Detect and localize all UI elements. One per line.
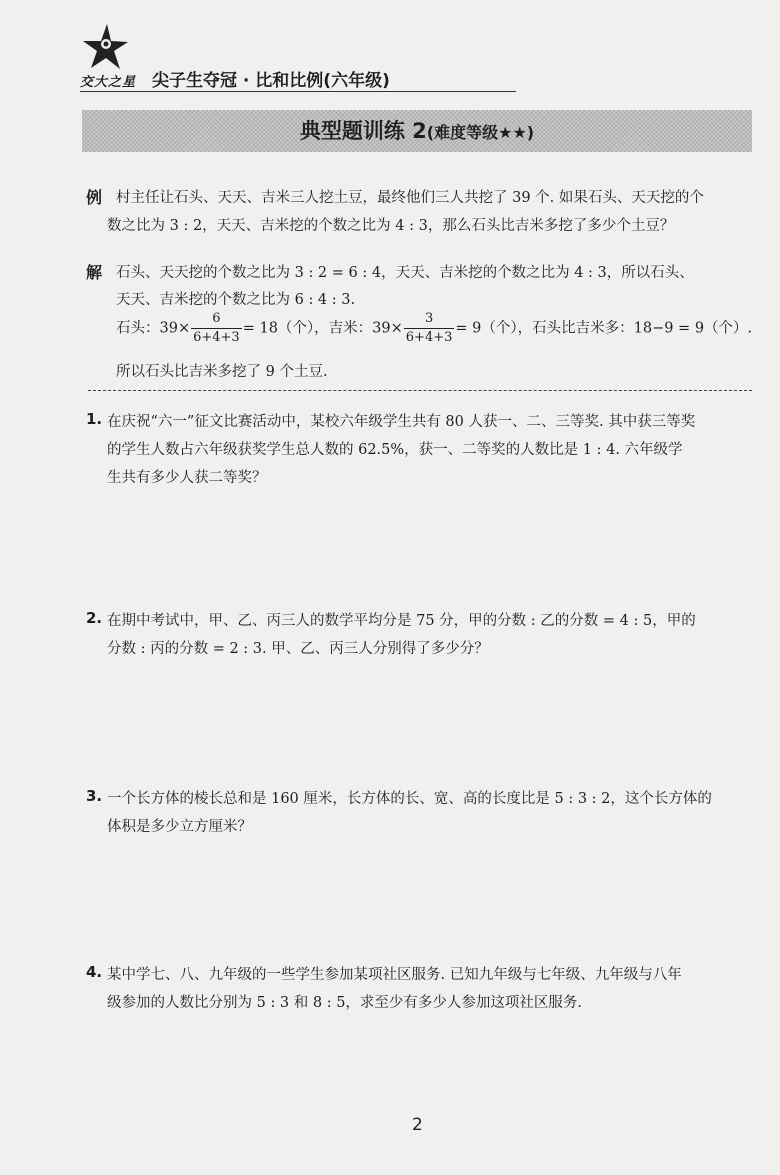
example-label: 例 [86, 188, 103, 207]
problem-number: 1. [86, 410, 103, 428]
calc-a-result: = 18（个），吉米：39× [242, 320, 403, 337]
problem-line: 级参加的人数比分别为 5 : 3 和 8 : 5，求至少有多少人参加这项社区服务. [107, 995, 583, 1011]
fraction-denominator: 6+4+3 [405, 330, 453, 345]
solution-label: 解 [86, 263, 103, 282]
fraction [191, 310, 242, 347]
section-divider [88, 390, 752, 391]
problem-line: 一个长方体的棱长总和是 160 厘米，长方体的长、宽、高的长度比是 5 : 3 : 2，这个长方体的 [107, 791, 712, 807]
fraction-numerator: 6 [191, 310, 242, 329]
page-number: 2 [412, 1115, 423, 1135]
solution-line: 石头、天天挖的个数之比为 3 : 2 = 6 : 4，天天、吉米挖的个数之比为 4 : 3，所以石头、 [116, 265, 694, 281]
fraction [404, 310, 455, 347]
calc-a-prefix: 石头：39× [116, 320, 191, 337]
problem-number: 4. [86, 963, 103, 981]
solution-conclusion: 所以石头比吉米多挖了 9 个土豆. [116, 364, 328, 380]
solution-calculation [116, 310, 752, 347]
header-rule [80, 91, 516, 92]
problem-number: 2. [86, 609, 103, 627]
problem-line: 在期中考试中，甲、乙、丙三人的数学平均分是 75 分，甲的分数 : 乙的分数 = 4 : 5，甲的 [107, 613, 696, 629]
problem-line: 体积是多少立方厘米？ [107, 819, 252, 835]
star-logo-icon [80, 22, 130, 72]
problem-line: 生共有多少人获二等奖？ [107, 470, 267, 486]
book-title: 尖子生夺冠 · 比和比例(六年级) [152, 71, 390, 91]
problem-line: 某中学七、八、九年级的一些学生参加某项社区服务. 已知九年级与七年级、九年级与八年 [107, 967, 682, 983]
section-title: 典型题训练 2 [299, 119, 427, 143]
problem-line: 的学生人数占六年级获奖学生总人数的 62.5%，获一、二等奖的人数比是 1 : 4. 六年级学 [107, 442, 683, 458]
problem-number: 3. [86, 787, 103, 805]
example-line: 村主任让石头、天天、吉米三人挖土豆，最终他们三人共挖了 39 个. 如果石头、天天挖的个 [116, 190, 704, 206]
example-line: 数之比为 3 : 2，天天、吉米挖的个数之比为 4 : 3，那么石头比吉米多挖了多少个土豆？ [107, 218, 675, 234]
difficulty-rating: (难度等级★★) [426, 123, 535, 142]
fraction-denominator: 6+4+3 [193, 330, 240, 345]
solution-line: 天天、吉米挖的个数之比为 6 : 4 : 3. [116, 292, 356, 308]
problem-line: 分数 : 丙的分数 = 2 : 3. 甲、乙、丙三人分别得了多少分？ [107, 641, 489, 657]
problem-line: 在庆祝“六一”征文比赛活动中，某校六年级学生共有 80 人获一、二、三等奖. 其中获三等奖 [107, 414, 696, 430]
brand-name: 交大之星 [80, 75, 137, 90]
section-banner [82, 110, 752, 152]
fraction-numerator: 3 [404, 310, 455, 329]
calc-b-result: = 9（个），石头比吉米多：18−9 = 9（个）. [455, 320, 753, 337]
